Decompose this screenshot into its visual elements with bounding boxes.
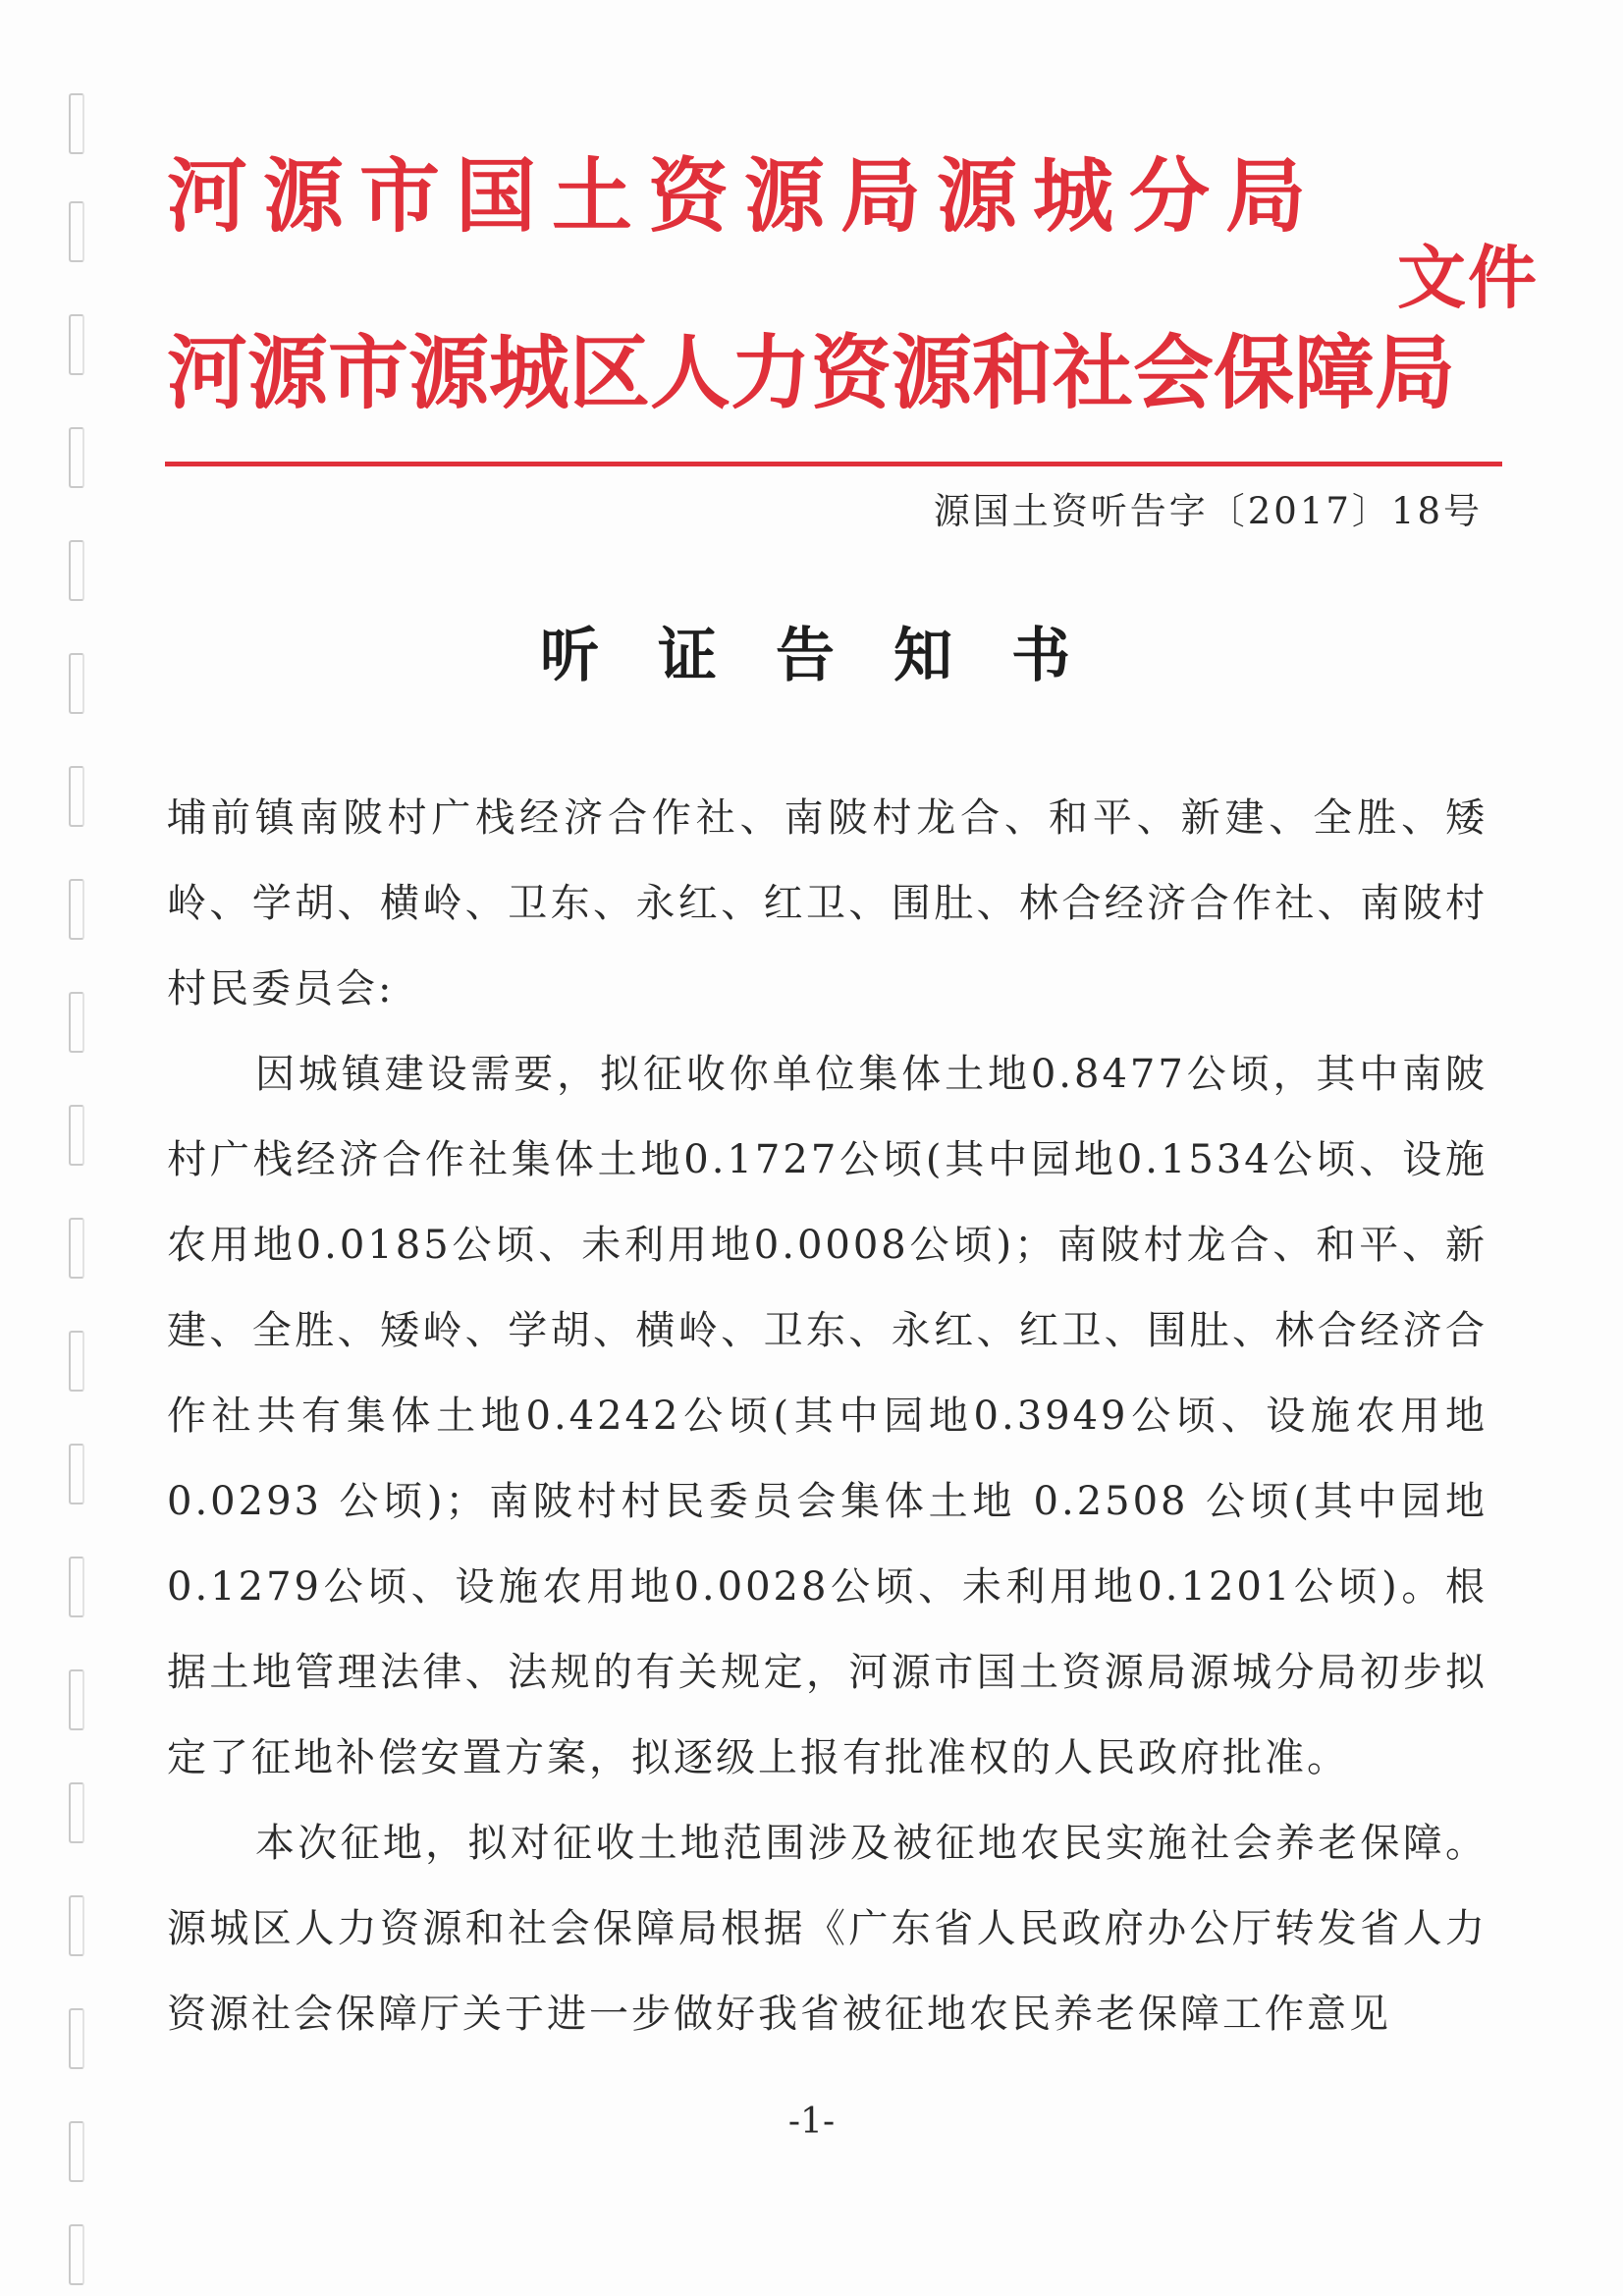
binding-hole xyxy=(69,1444,84,1504)
binding-hole xyxy=(69,93,84,154)
issuing-org-hr-bureau: 河源市源城区人力资源和社会保障局 xyxy=(167,326,1456,420)
binding-hole xyxy=(69,1105,84,1166)
binding-hole xyxy=(69,314,84,375)
binding-hole xyxy=(69,540,84,601)
page-number: -1- xyxy=(787,2102,836,2142)
binding-hole xyxy=(69,201,84,262)
binding-hole xyxy=(69,1669,84,1730)
document-title: 听证告知书 xyxy=(540,622,1129,690)
binding-hole xyxy=(69,1895,84,1956)
document-header xyxy=(167,133,1561,420)
document-body xyxy=(167,776,1488,2057)
binding-holes xyxy=(69,93,88,2283)
body-paragraph: 本次征地，拟对征收土地范围涉及被征地农民实施社会养老保障。源城区人力资源和社会保障局根据《广东省人民政府办公厅转发省人力资源社会保障厅关于进一步做好我省被征地农民养老保障工作意见 xyxy=(167,1821,1488,2037)
document-type-label: 文件 xyxy=(1397,237,1539,318)
binding-hole xyxy=(69,2008,84,2069)
issuing-org-land-bureau: 河源市国土资源局源城分局 xyxy=(167,149,1323,244)
addressee: 埔前镇南陂村广栈经济合作社、南陂村龙合、和平、新建、全胜、矮岭、学胡、横岭、卫东、永红、红卫、围肚、林合经济合作社、南陂村村民委员会: xyxy=(167,795,1488,1011)
binding-hole xyxy=(69,1218,84,1279)
binding-hole xyxy=(69,427,84,488)
binding-hole xyxy=(69,992,84,1053)
binding-hole xyxy=(69,1782,84,1843)
binding-hole xyxy=(69,879,84,940)
binding-hole xyxy=(69,1557,84,1617)
binding-hole xyxy=(69,1331,84,1392)
body-paragraph: 因城镇建设需要，拟征收你单位集体土地0.8477公顷，其中南陂村广栈经济合作社集体土地0.1727公顷(其中园地0.1534公顷、设施农用地0.0185公顷、未利用地0.0008公顷)；南陂村龙合、和平、新建、全胜、矮岭、学胡、横岭、卫东、永红、红卫、围肚、林合经济合作社共有集体土地0.4242公顷(其中园地0.3949公顷、设施农用地0.0293 公顷)；南陂村村民委员会集体土地 0.2508 公顷(其中园地0.1279公顷、设施农用地0.0028公顷、未利用地0.1201公顷)。根据土地管理法律、法规的有关规定，河源市国土资源局源城分局初步拟定了征地补偿安置方案，拟逐级上报有批准权的人民政府批准。 xyxy=(167,1052,1488,1780)
document-number: 源国土资听告字〔2017〕18号 xyxy=(933,490,1483,532)
binding-hole xyxy=(69,2224,84,2285)
header-divider xyxy=(165,462,1502,466)
binding-hole xyxy=(69,766,84,827)
